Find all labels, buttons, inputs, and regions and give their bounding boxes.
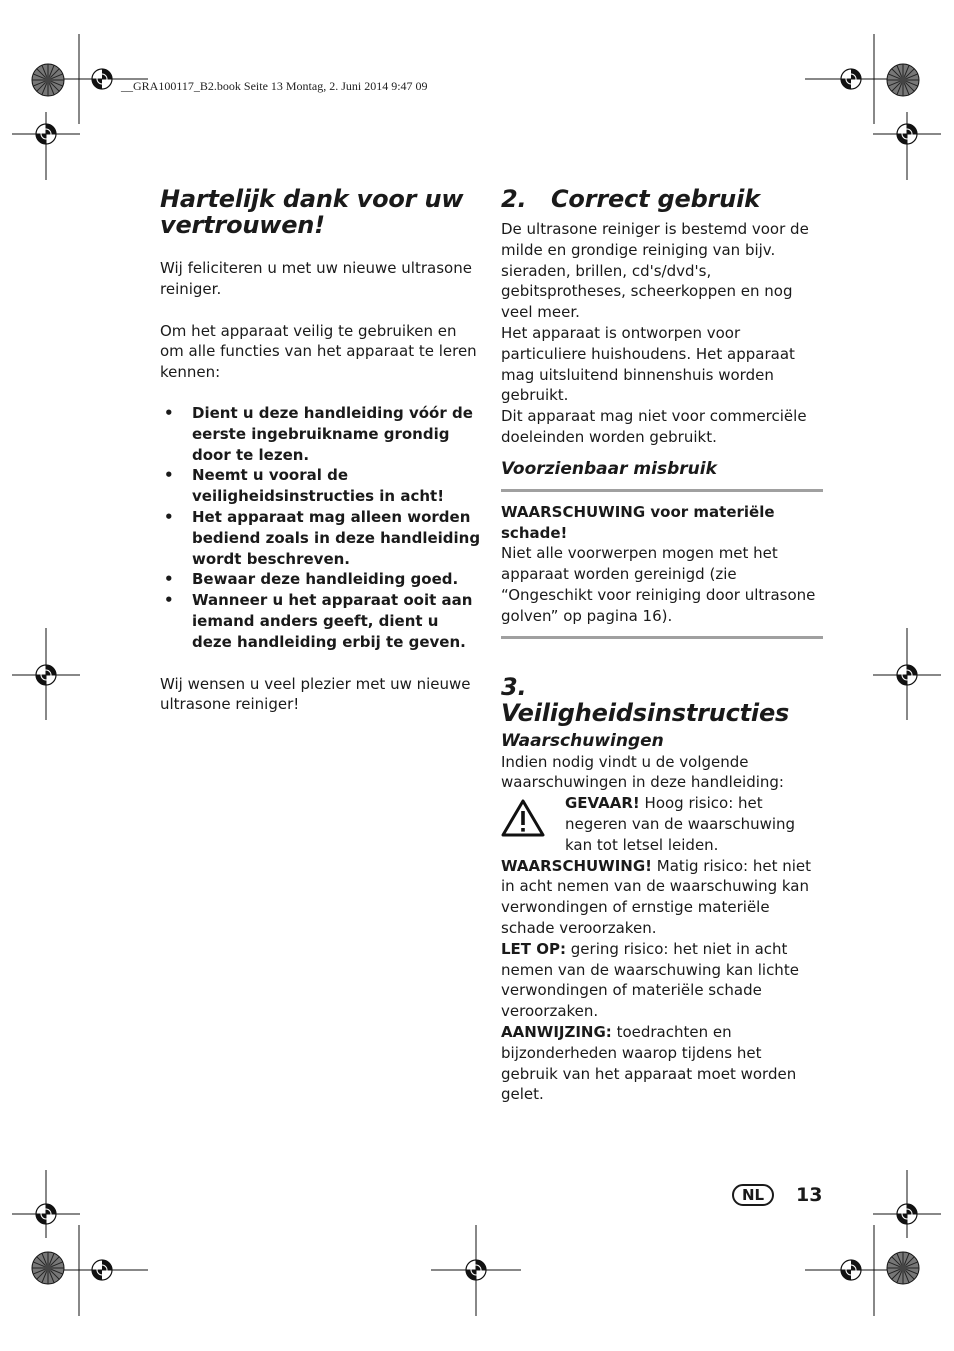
file-header: __GRA100117_B2.book Seite 13 Montag, 2. Juni 2014 9:47 09 [121, 79, 428, 93]
danger-text: GEVAAR! Hoog risico: het negeren van de waarschuwing kan tot letsel leiden. [565, 794, 796, 854]
language-badge: NL [732, 1184, 774, 1206]
closing-paragraph: Wij wensen u veel plezier met uw nieuwe ultrasone reiniger! [160, 674, 471, 714]
list-item: • Neemt u vooral de veiligheidsinstructies in acht! [164, 466, 445, 506]
caution-text: LET OP: gering risico: het niet in acht nemen van de waarschuwing kan lichte verwondingen of materiële schade veroorzaken. [501, 939, 799, 1021]
note-text: AANWIJZING: toedrachten en bijzonderheden waarop tijdens het gebruik van het apparaat moet worden gelet. [501, 1022, 797, 1104]
warning-box [501, 489, 823, 639]
section-number: 2. [501, 185, 527, 213]
section-number: 3. [501, 672, 527, 701]
section-2-heading [501, 186, 823, 212]
right-column [501, 184, 823, 1105]
warnings-intro: Indien nodig vindt u de volgende waarschuwingen in deze handleiding: [501, 752, 784, 792]
commercial-paragraph: Dit apparaat mag niet voor commerciële doeleinden worden gebruikt. [501, 407, 807, 446]
intro-paragraph: Wij feliciteren u met uw nieuwe ultrasone reiniger. [160, 259, 472, 298]
warning-level-text: WAARSCHUWING! Matig risico: het niet in acht nemen van de waarschuwing kan verwondingen of ernstige materiële schade veroorzaken. [501, 856, 812, 937]
warnings-heading: Waarschuwingen [501, 730, 664, 751]
list-item: • Bewaar deze handleiding goed. [164, 570, 459, 589]
section-title: Correct gebruik [551, 185, 760, 213]
welcome-heading: Hartelijk dank voor uw vertrouwen! [160, 185, 464, 239]
list-item: • Het apparaat mag alleen worden bediend zoals in deze handleiding wordt beschreven. [164, 507, 481, 568]
intended-use-paragraph: De ultrasone reiniger is bestemd voor de milde en grondige reiniging van bijv. sieraden, brillen, cd's/dvd's, gebitsprotheses, scheerkoppen en nog veel meer. [501, 220, 809, 322]
instruction-list [160, 403, 482, 653]
page-number: 13 [796, 1184, 823, 1206]
section-3-heading [501, 674, 823, 726]
household-paragraph: Het apparaat is ontworpen voor particuliere huishoudens. Het apparaat mag uitsluitend binnenshuis worden gebruikt. [501, 323, 795, 405]
misuse-heading: Voorzienbaar misbruik [501, 458, 717, 479]
section-title: Veiligheidsinstructies [501, 698, 790, 727]
list-item: • Dient u deze handleiding vóór de eerste ingebruikname grondig door te lezen. [164, 403, 473, 464]
warning-text: Niet alle voorwerpen mogen met het apparaat worden gereinigd (zie “Ongeschikt voor reiniging door ultrasone golven” op pagina 16). [501, 544, 816, 625]
intro-paragraph-2: Om het apparaat veilig te gebruiken en om alle functies van het apparaat te leren kennen: [160, 321, 477, 382]
warning-title: WAARSCHUWING voor materiële schade! [501, 502, 775, 542]
warning-triangle-icon [501, 793, 565, 855]
left-column [160, 184, 482, 715]
list-item: • Wanneer u het apparaat ooit aan iemand anders geeft, dient u deze handleiding erbij te geven. [164, 591, 473, 651]
danger-entry [501, 793, 823, 855]
